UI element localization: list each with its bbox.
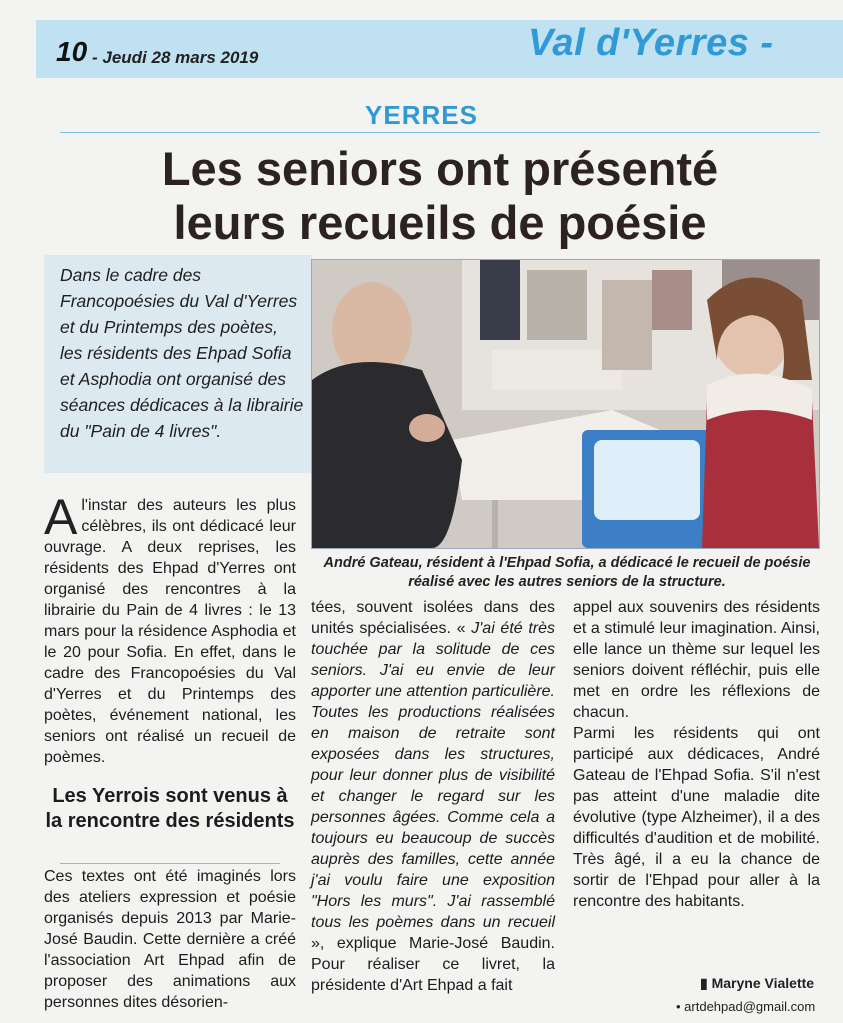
headline-line-1: Les seniors ont présenté: [161, 142, 719, 195]
author-byline: ▮ Maryne Vialette: [700, 975, 815, 991]
body-column-2: [311, 597, 555, 996]
section-title: Val d'Yerres -: [528, 22, 774, 64]
quote-text: J'ai été très touchée par la solitude de ces seniors. J'ai eu envie de leur apporter une attention particulière. Toutes les productions réalisées en maison de retraite sont exposées dans les structures, pour leur donner plus de visibilité et changer le regard sur les personnes âgées. Comme cela a toujours eu beaucoup de succès auprès des familles, cette année j'ai voulu faire une exposition "Hors les murs". J'ai rassemblé tous les poèmes dans un recueil: [311, 620, 556, 931]
body-column-1: [44, 489, 296, 768]
page-number: 10: [56, 36, 88, 67]
photo-caption: André Gateau, résident à l'Ehpad Sofia, a dédicacé le recueil de poésie réalisé avec les autres seniors de la structure.: [323, 555, 811, 590]
subheading-divider: [60, 863, 280, 864]
page-date: - Jeudi 28 mars 2019: [92, 48, 259, 67]
subheading: Les Yerrois sont venus à la rencontre des résidents: [45, 785, 295, 832]
contact-email: • artdehpad@gmail.com: [676, 999, 816, 1014]
column-2-end: », explique Marie-José Baudin. Pour réaliser ce livret, la présidente d'Art Ehpad a fait: [311, 935, 555, 994]
paragraph-1: l'instar des auteurs les plus célèbres, ils ont dédicacé leur ouvrage. A deux reprises, les résidents des Ehpad d'Yerres ont organisé des rencontres à la librairie du Pain de 4 livres : le 13 mars pour la résidence Asphodia et le 20 pour Sofia. En effet, dans le cadre des Francopoésies du Val d'Yerres et du Printemps des poètes, événement national, les seniors ont réalisé un recueil de poèmes.: [44, 497, 296, 766]
body-column-3: [573, 597, 820, 912]
article-photo: [311, 259, 820, 549]
article-lead: Dans le cadre des Francopoésies du Val d'Yerres et du Printemps des poètes, les résidents des Ehpad Sofia et Asphodia ont organisé des séances dédicaces à la librairie du "Pain de 4 livres".: [60, 265, 304, 441]
column-3-paragraph-2: Parmi les résidents qui ont participé aux dédicaces, André Gateau de l'Ehpad Sofia. S'il n'est pas atteint d'une maladie dite évolutive (type Alzheimer), il a des difficultés d'audition et de mobilité. Très âgé, il a eu la chance de sortir de l'Ehpad pour aller à la rencontre des habitants.: [573, 725, 820, 910]
column-2-start: tées, souvent isolées dans des unités spécialisées. «: [311, 599, 555, 637]
article-kicker: YERRES: [365, 100, 478, 130]
article-headline: [60, 142, 820, 250]
photo-illustration: [312, 260, 819, 548]
paragraph-2: Ces textes ont été imaginés lors des ateliers expression et poésie organisés depuis 2013 par Marie-José Baudin. Cette dernière a créé l'association Art Ehpad afin de proposer des animations aux personnes dites désorien-: [44, 868, 296, 1011]
column-3-paragraph-1: appel aux souvenirs des résidents et a stimulé leur imagination. Ainsi, elle lance un thème sur lequel les seniors doivent réfléchir, puis elle met en ordre les réflexions de chacun.: [573, 599, 820, 721]
drop-cap: A: [44, 489, 78, 545]
headline-line-2: leurs recueils de poésie: [173, 196, 707, 249]
kicker-divider: [60, 132, 820, 133]
